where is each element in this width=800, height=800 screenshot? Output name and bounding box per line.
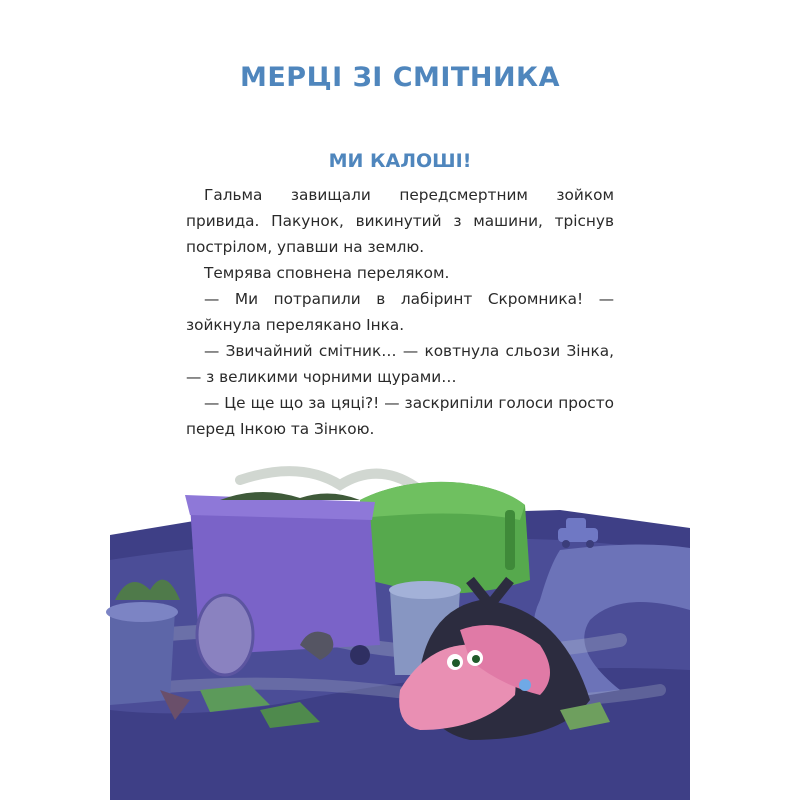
section-title: МИ КАЛОШІ! xyxy=(328,150,472,172)
paragraph: Гальма завищали передсмертним зойком привида. Пакунок, викинутий з машини, тріснув пострілом, упавши на землю. xyxy=(186,186,614,256)
smoke xyxy=(240,471,420,490)
paragraph: Темрява сповнена переляком. xyxy=(204,264,450,282)
paragraph: — Звичайний смітник… — ковтнула сльози Зінка, — з великими чорними щурами… xyxy=(186,342,614,386)
garbage-dump-illustration xyxy=(0,440,800,800)
paragraph: — Ми потрапили в лабіринт Скромника! — зойкнула перелякано Інка. xyxy=(186,290,614,334)
paragraph: — Це ще що за цяці?! — заскрипіли голоси просто перед Інкою та Зінкою. xyxy=(186,394,614,438)
story-text xyxy=(186,182,614,442)
green-bin xyxy=(360,482,530,594)
left-bin xyxy=(106,580,180,705)
chapter-title: МЕРЦІ ЗІ СМІТНИКА xyxy=(239,62,561,93)
